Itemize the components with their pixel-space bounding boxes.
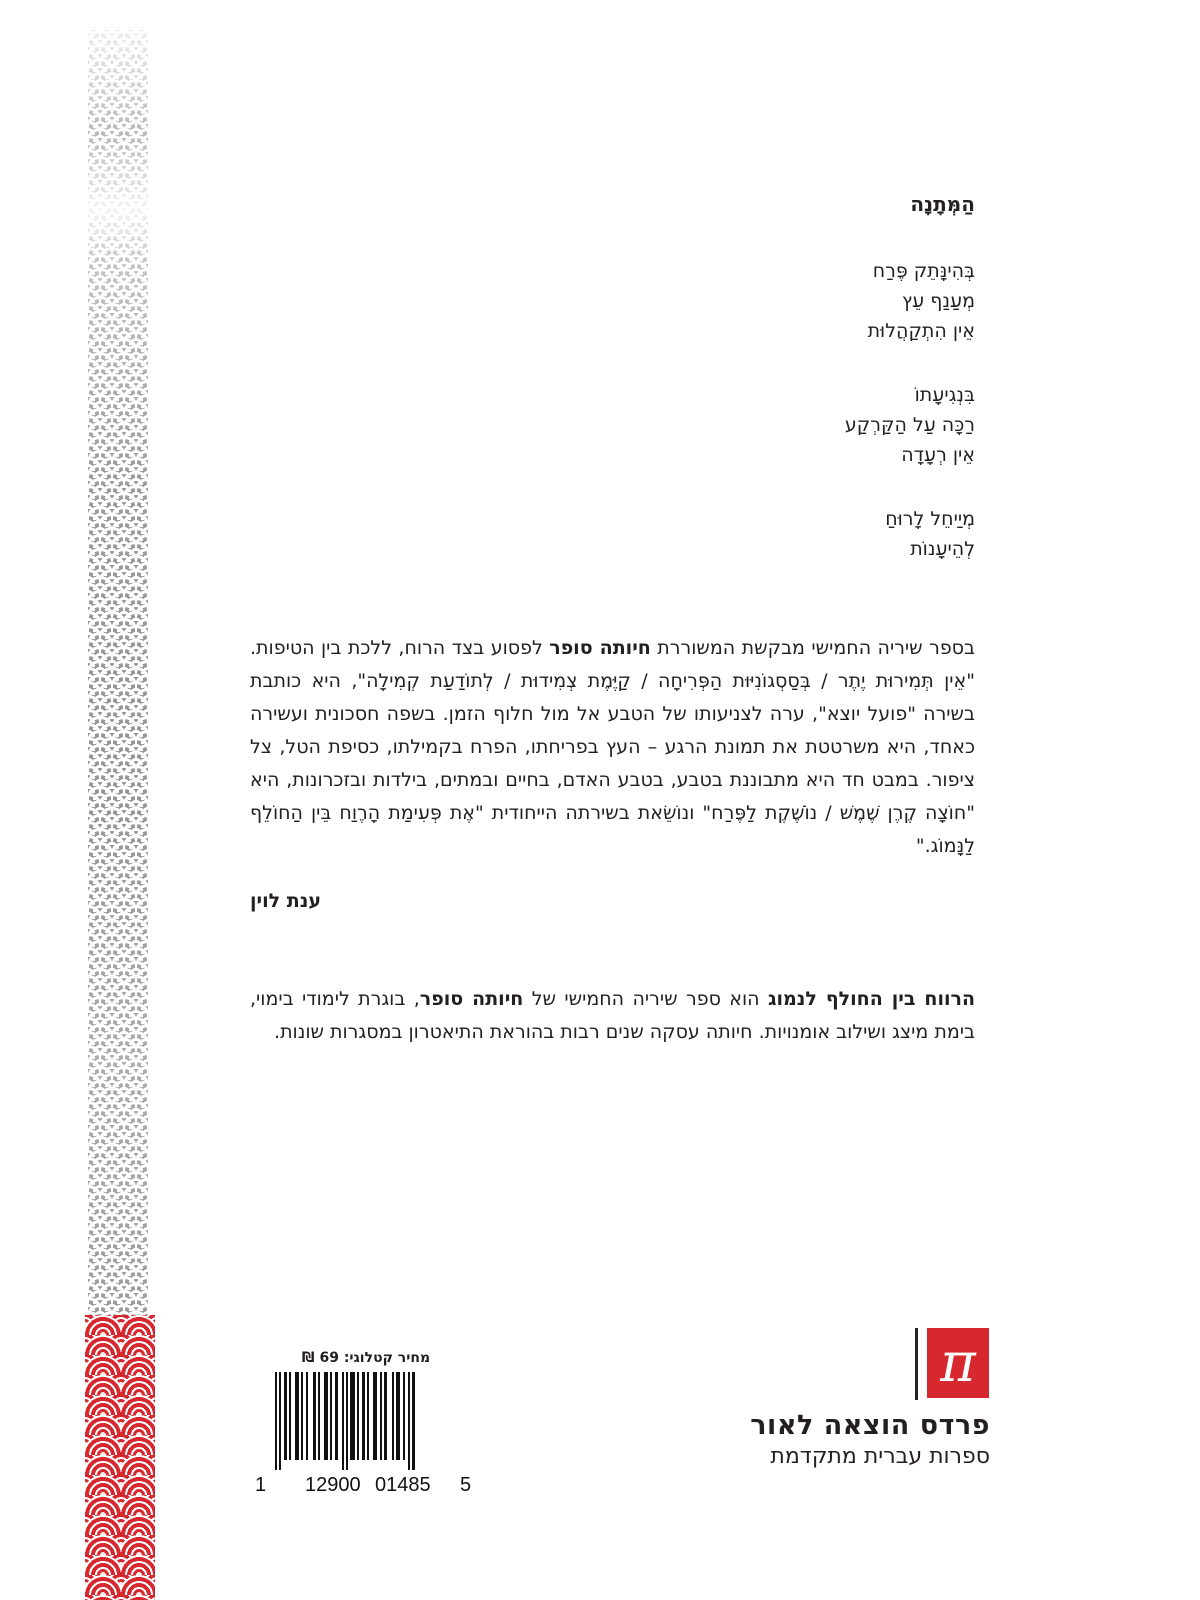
poem-line: בְּהִינָּתֵק פֶּרַח [872, 260, 975, 282]
barcode-digit-group-2: 01485 [375, 1474, 431, 1496]
author-name: חיותה סופר [419, 988, 524, 1010]
poem-line: רַכָּה עַל הַקַּרְקַע [844, 414, 975, 436]
poem-title: הַמְּתָנָה [910, 192, 975, 216]
catalog-price: מחיר קטלוגי: 69 ₪ [301, 1350, 431, 1366]
bio-text: , בוגרת לימודי בימוי, בימת מיצג ושילוב אומנויות. חיותה עסקה שנים רבות בהוראת התיאטרון במסגרות שונות. [250, 988, 975, 1043]
poem-line: מְעַנַף עֵץ [901, 290, 975, 312]
barcode-digit-last: 5 [460, 1474, 472, 1496]
poem-line: מְיַיחֵל לָרוּחַ [885, 508, 975, 530]
author-bio-paragraph [250, 983, 975, 1049]
publisher-tagline: ספרות עברית מתקדמת [770, 1444, 990, 1469]
poem-stanza-3 [575, 504, 975, 564]
barcode-digit-first: 1 [255, 1474, 267, 1496]
publisher-logo-pi-icon: π [927, 1328, 989, 1398]
blurb-signature: ענת לוין [250, 890, 321, 912]
blurb-text: בספר שיריה החמישי מבקשת המשוררת [650, 637, 975, 659]
publisher-name: פרדס הוצאה לאור [750, 1410, 990, 1441]
book-title: הרווח בין החולף לנמוג [767, 988, 975, 1010]
poem-line: לְהֵיעָנוֹת [910, 538, 975, 560]
logo-divider [915, 1328, 918, 1400]
poem-stanza-2 [575, 380, 975, 470]
bio-text: הוא ספר שיריה החמישי של [523, 988, 768, 1010]
author-name: חיותה סופר [549, 637, 651, 659]
poem-line: אֵין רְעָדָה [901, 444, 975, 466]
poem-stanza-1 [575, 256, 975, 346]
decorative-wave-strip-gray [88, 30, 148, 1320]
barcode [275, 1372, 465, 1470]
blurb-paragraph [250, 632, 975, 863]
poem-line: בִּנְגִיעָתוֹ [914, 384, 975, 406]
barcode-digit-group-1: 12900 [305, 1474, 361, 1496]
barcode-digits [255, 1474, 475, 1500]
blurb-text: לפסוע בצד הרוח, ללכת בין הטיפות. "אֵין תְּמִירוּת יֶתֶר / בְּסַסְגוֹנִיּוּת הַפְּרִיחָה / קַיֶּמֶת צְמִידוּת / לְתוֹדַעַת קְמִילָה", היא כותבת בשירה "פועל יוצא", ערה לצניעותו של הטבע אל מול חלוף הזמן. בשפה חסכונית ועשירה כאחד, היא משרטטת את תמונת הרגע – העץ בפריחתו, הפרח בקמילתו, כסיפת הטל, צל ציפור. במבט חד היא מתבוננת בטבע, בטבע האדם, בחיים ובמתים, בילדות ובזכרונות, היא "חוֹצָה קֶרֶן שֶׁמֶשׁ / נוֹשֶׁקֶת לַפֶּרַח" ונוֹשֵׂאת בשירתה הייחודית "אֶת פְּעִימַת הָרֶוַח בֵּין הַחוֹלֵף לַנָּמוֹג." [250, 637, 975, 857]
decorative-wave-strip-red [85, 1315, 155, 1600]
poem [575, 256, 975, 598]
poem-line: אֵין הִתְקַהֲלוּת [867, 320, 975, 342]
